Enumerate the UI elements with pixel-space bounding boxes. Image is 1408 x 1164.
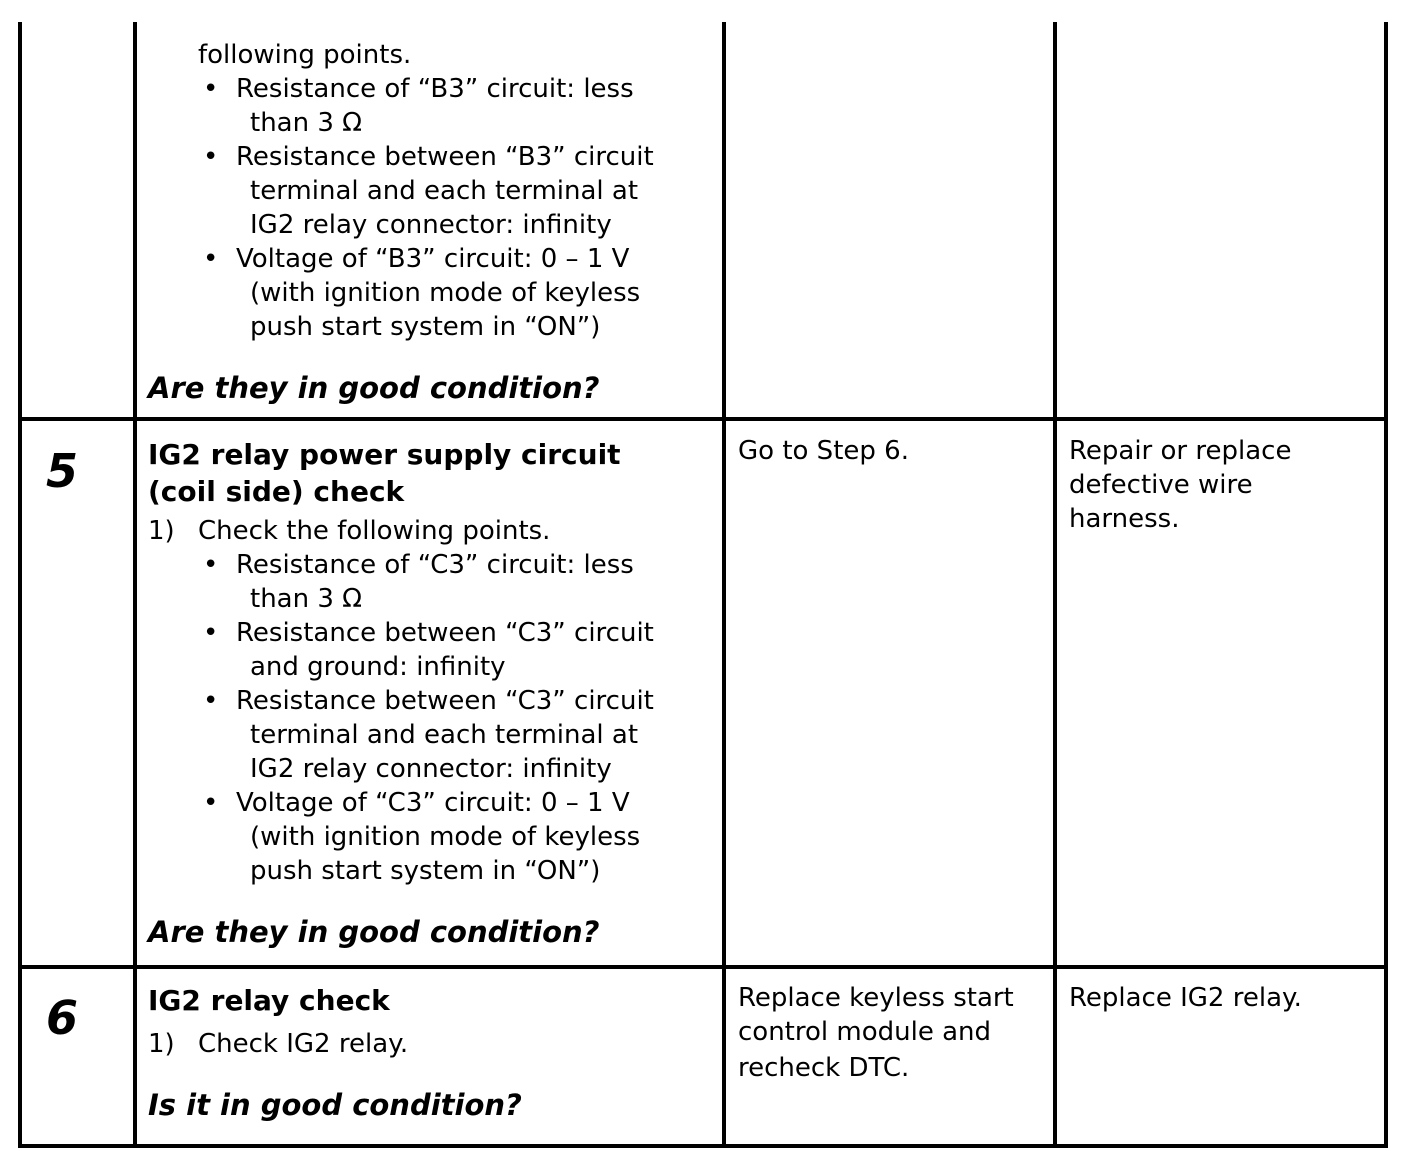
bullet-line: Resistance between “C3” circuit: [236, 686, 654, 716]
step-heading: (coil side) check: [148, 475, 405, 508]
bullet-line: Voltage of “B3” circuit: 0 – 1 V: [236, 244, 630, 274]
row-prev-action-cell: [148, 38, 718, 406]
row6-yes-cell: [738, 981, 1048, 1085]
item-text: Check the following points.: [198, 516, 551, 546]
row6-no-cell: [1069, 981, 1379, 1015]
bullet-line: Resistance of “B3” circuit: less: [236, 74, 634, 104]
item-text: Check IG2 relay.: [198, 1029, 409, 1059]
row-divider-5: [18, 417, 1388, 421]
numbered-item: [148, 1027, 718, 1061]
row-divider-6: [18, 965, 1388, 969]
bullet-line: terminal and each terminal at: [250, 176, 639, 206]
yes-text-line: Replace keyless start: [738, 983, 1014, 1013]
bullet-line: Voltage of “C3” circuit: 0 – 1 V: [236, 788, 630, 818]
question-text: Are they in good condition?: [148, 371, 600, 405]
bullet-line: (with ignition mode of keyless: [250, 278, 641, 308]
row5-yes-cell: [738, 434, 1048, 468]
bullet-line: terminal and each terminal at: [250, 720, 639, 750]
bullet-item: [148, 140, 718, 242]
bullet-item: [148, 616, 718, 684]
bullet-line: Resistance of “C3” circuit: less: [236, 550, 634, 580]
bullet-symbol: •: [203, 244, 219, 274]
no-text-line: defective wire: [1069, 470, 1253, 500]
item-number: 1): [148, 516, 175, 546]
yes-text-line: control module and: [738, 1017, 992, 1047]
no-text-line: harness.: [1069, 504, 1180, 534]
bullet-line: and ground: infinity: [250, 652, 506, 682]
bullet-item: [148, 242, 718, 344]
table-border-left: [18, 22, 22, 1148]
table-divider-step: [133, 22, 137, 1148]
bullet-line: than 3 Ω: [250, 108, 363, 138]
row-prev-bullets: [148, 72, 718, 344]
question-text: Is it in good condition?: [148, 1088, 522, 1122]
yes-text-line: Go to Step 6.: [738, 436, 909, 466]
bullet-item: [148, 72, 718, 140]
bullet-symbol: •: [203, 788, 219, 818]
bullet-symbol: •: [203, 618, 219, 648]
step-number-6: 6: [46, 991, 79, 1045]
bullet-line: push start system in “ON”): [250, 856, 601, 886]
bullet-line: push start system in “ON”): [250, 312, 601, 342]
row6-action-cell: [148, 982, 718, 1123]
item-number: 1): [148, 1029, 175, 1059]
step-heading: IG2 relay check: [148, 984, 390, 1017]
row5-action-cell: [148, 436, 718, 950]
bullet-item: [148, 548, 718, 616]
question-text: Are they in good condition?: [148, 915, 600, 949]
bullet-line: Resistance between “C3” circuit: [236, 618, 654, 648]
bullet-item: [148, 684, 718, 786]
no-text-line: Repair or replace: [1069, 436, 1292, 466]
bullet-line: IG2 relay connector: infinity: [250, 210, 612, 240]
yes-text-line: recheck DTC.: [738, 1053, 910, 1083]
bullet-line: (with ignition mode of keyless: [250, 822, 641, 852]
table-border-right: [1384, 22, 1388, 1148]
bullet-symbol: •: [203, 142, 219, 172]
step-number-5: 5: [46, 444, 79, 498]
bullet-line: Resistance between “B3” circuit: [236, 142, 654, 172]
table-border-bottom: [18, 1144, 1388, 1148]
bullet-line: than 3 Ω: [250, 584, 363, 614]
diagnostic-table: [18, 22, 1388, 1148]
row5-bullets: [148, 548, 718, 888]
continued-text: following points.: [198, 40, 412, 70]
bullet-line: IG2 relay connector: infinity: [250, 754, 612, 784]
row5-no-cell: [1069, 434, 1379, 536]
step-heading: IG2 relay power supply circuit: [148, 438, 621, 471]
bullet-item: [148, 786, 718, 888]
table-divider-action: [722, 22, 726, 1148]
numbered-item: [148, 514, 718, 548]
bullet-symbol: •: [203, 74, 219, 104]
table-divider-yes: [1053, 22, 1057, 1148]
bullet-symbol: •: [203, 686, 219, 716]
bullet-symbol: •: [203, 550, 219, 580]
no-text-line: Replace IG2 relay.: [1069, 983, 1302, 1013]
